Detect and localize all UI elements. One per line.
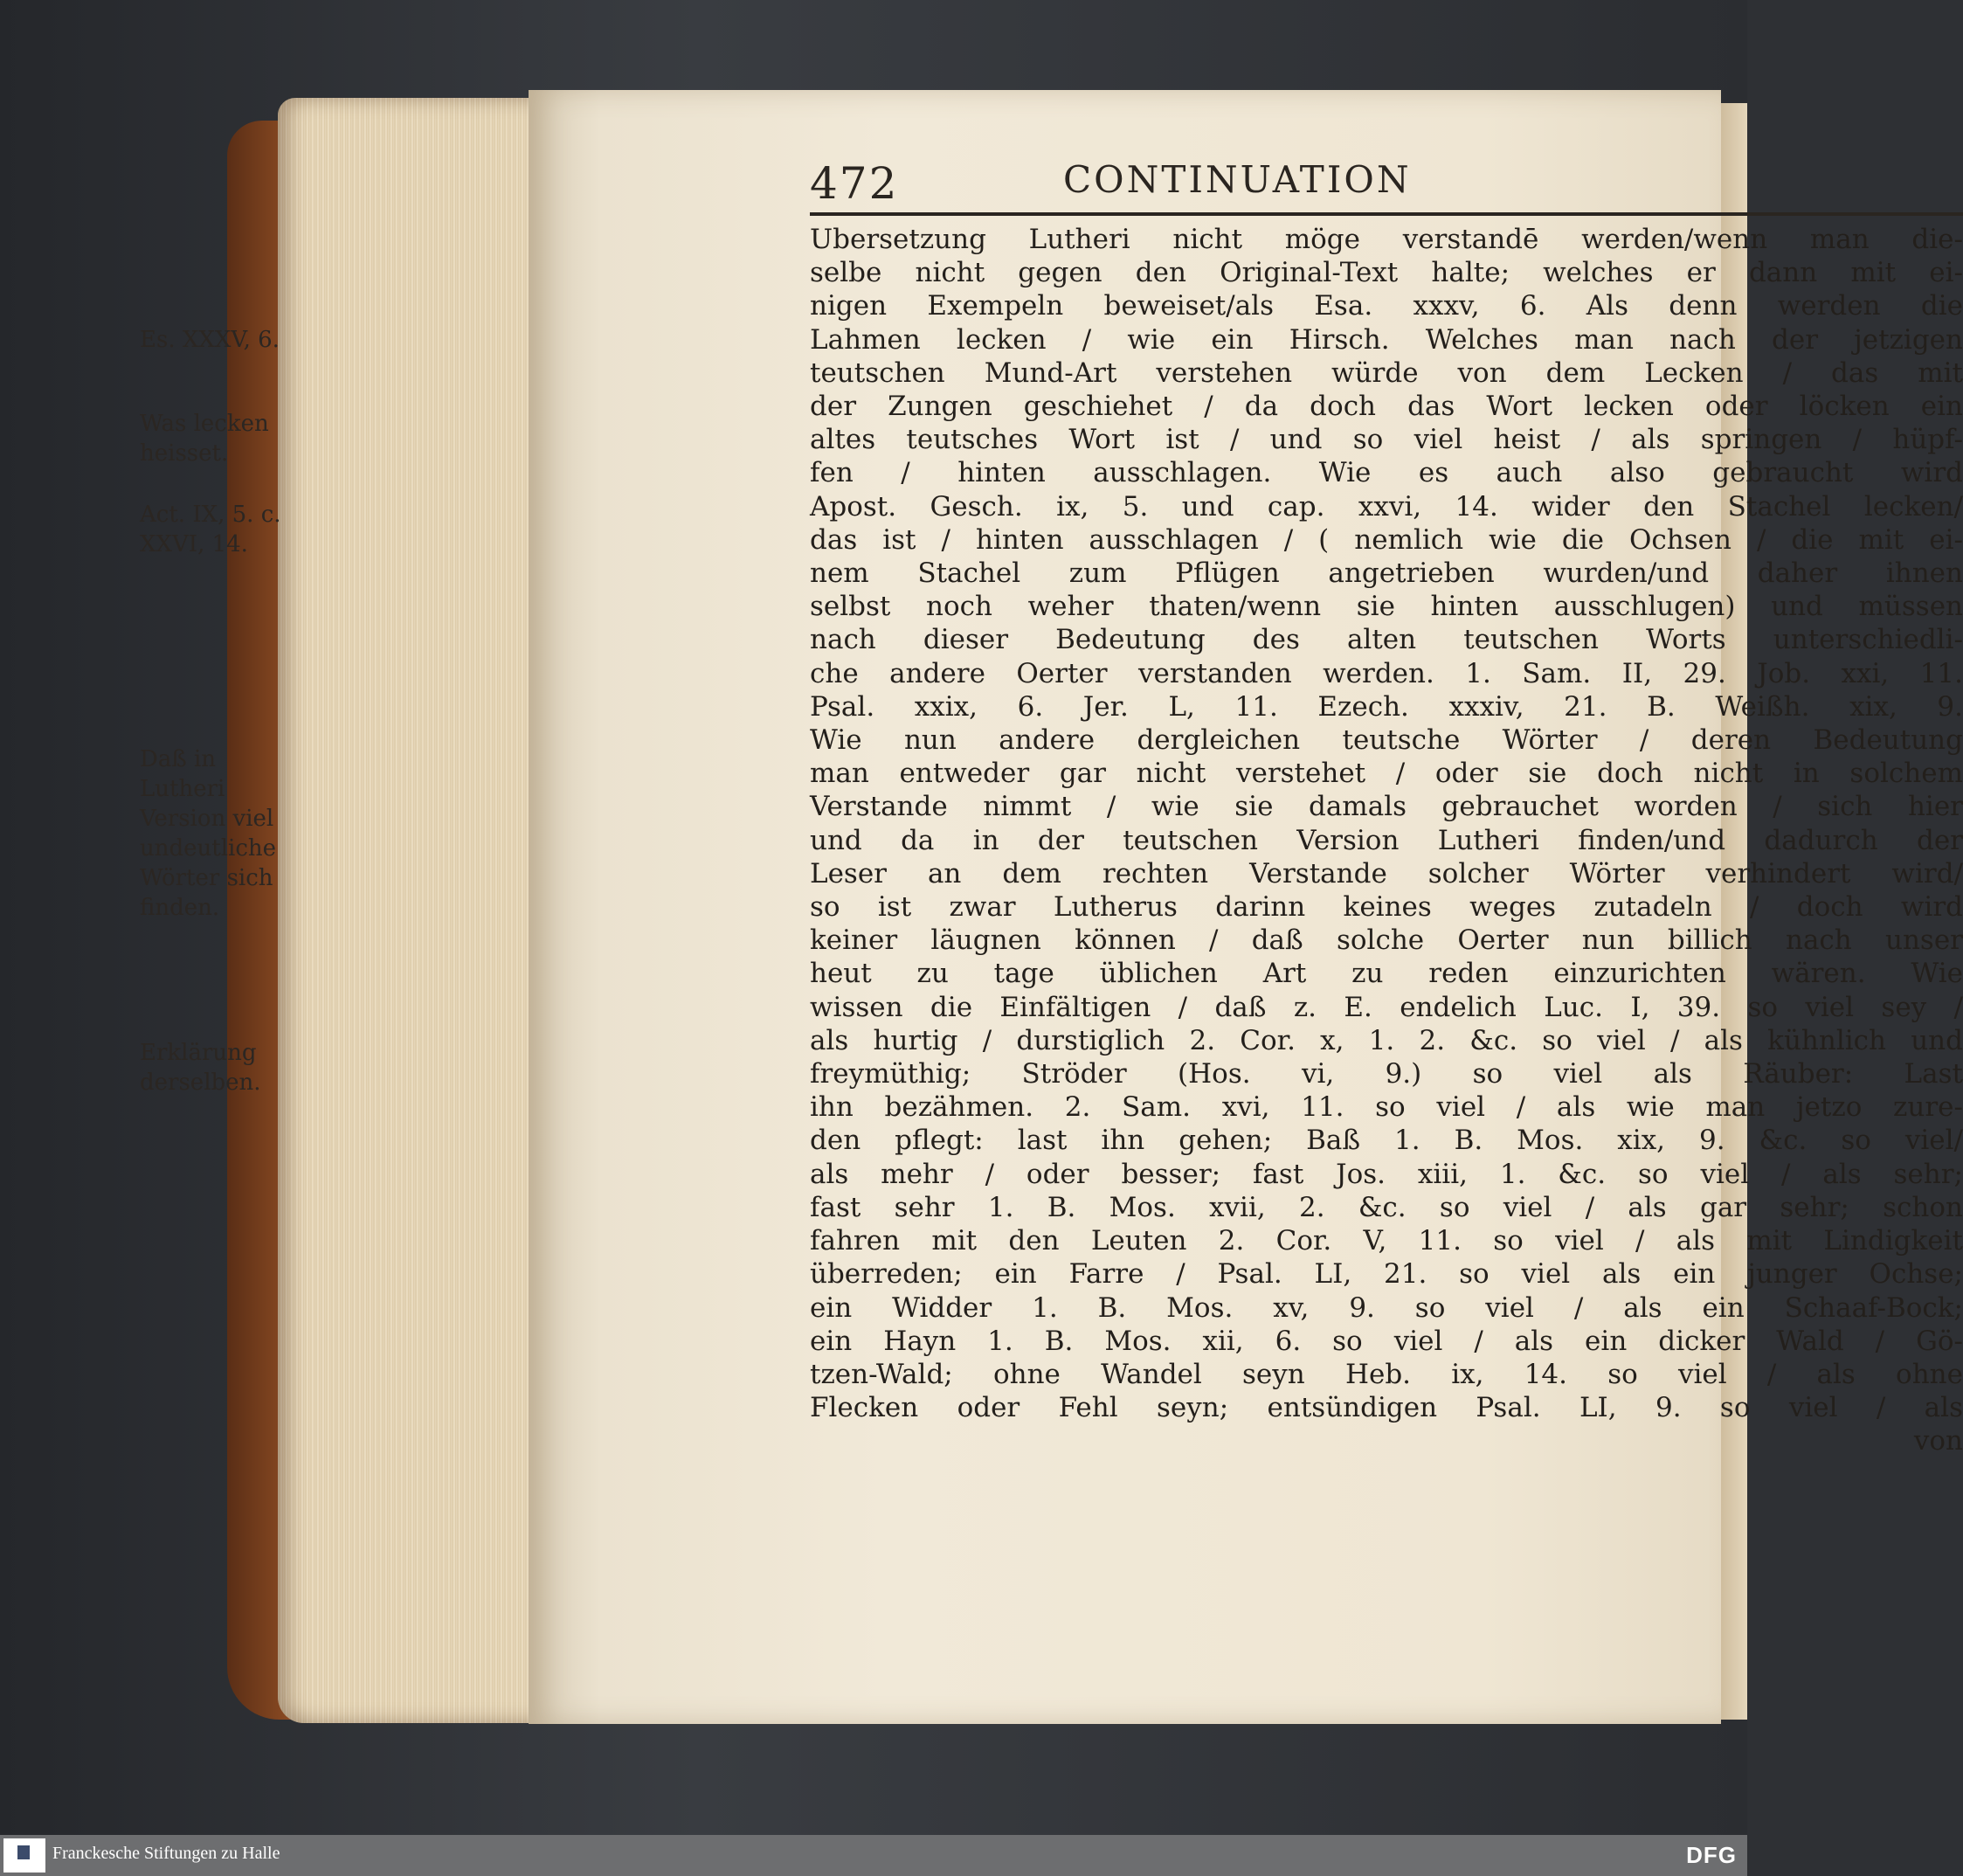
text-line: Leser an dem rechten Verstande solcher Wörter verhindert wird/: [810, 857, 1963, 890]
page-edges: [278, 98, 540, 1723]
text-line: selbst noch weher thaten/wenn sie hinten ausschlugen) und müssen: [810, 591, 1963, 623]
text-line: ein Widder 1. B. Mos. xv, 9. so viel / als ein Schaaf-Bock;: [810, 1291, 1963, 1324]
institution-logo-icon[interactable]: [3, 1838, 45, 1873]
text-line: Ubersetzung Lutheri nicht möge verstandē werden/wenn man die-: [810, 224, 1963, 255]
catchword: von: [1913, 1425, 1963, 1457]
text-line: ein Hayn 1. B. Mos. xii, 6. so viel / als ein dicker Wald / Gö-: [810, 1325, 1963, 1357]
margin-note-lecken: Was lecken heisset.: [140, 411, 269, 467]
text-line: che andere Oerter verstanden werden. 1. Sam. II, 29. Job. xxi, 11.: [810, 657, 1963, 689]
text-line: teutschen Mund-Art verstehen würde von dem Lecken / das mit: [810, 357, 1963, 389]
text-line: als hurtig / durstiglich 2. Cor. x, 1. 2. &c. so viel / als kühnlich und: [810, 1024, 1963, 1056]
margin-note-acts: Act. IX, 5. c. XXVI, 14.: [140, 502, 281, 557]
text-line: man entweder gar nicht verstehet / oder sie doch nicht in solchem: [810, 758, 1963, 790]
running-head: CONTINUATION: [1063, 158, 1412, 201]
institution-label[interactable]: Franckesche Stiftungen zu Halle: [52, 1844, 280, 1863]
text-line: heut zu tage üblichen Art zu reden einzurichten wären. Wie: [810, 958, 1963, 990]
margin-note-version: Daß in Lutheri Version viel undeutliche Wörter sich finden.: [140, 746, 277, 921]
dfg-logo[interactable]: DFG: [1686, 1842, 1737, 1868]
text-line: nach dieser Bedeutung des alten teutschen Worts unterschiedli-: [810, 624, 1963, 656]
text-line: den pflegt: last ihn gehen; Baß 1. B. Mos. xix, 9. &c. so viel/: [810, 1125, 1963, 1157]
text-line: der Zungen geschiehet / da doch das Wort lecken oder löcken ein: [810, 391, 1963, 423]
text-line: wissen die Einfältigen / daß z. E. endelich Luc. I, 39. so viel sey /: [810, 991, 1963, 1023]
text-line: Apost. Gesch. ix, 5. und cap. xxvi, 14. wider den Stachel lecken/: [810, 490, 1963, 523]
book-page: [529, 90, 1963, 1724]
text-line: überreden; ein Farre / Psal. LI, 21. so viel als ein junger Ochse;: [810, 1258, 1963, 1291]
text-line: fahren mit den Leuten 2. Cor. V, 11. so viel / als mit Lindigkeit: [810, 1225, 1963, 1257]
text-line: keiner läugnen können / daß solche Oerter nun billich nach unser: [810, 924, 1963, 957]
text-line: ihn bezähmen. 2. Sam. xvi, 11. so viel / als wie man jetzo zure-: [810, 1091, 1963, 1124]
text-line: Flecken oder Fehl seyn; entsündigen Psal. LI, 9. so viel / als: [810, 1392, 1963, 1424]
margin-note-erklaerung: Erklärung derselben.: [140, 1040, 261, 1096]
text-line: nem Stachel zum Pflügen angetrieben wurden/und daher ihnen: [810, 557, 1963, 590]
page-number: 472: [810, 158, 899, 209]
text-line: Verstande nimmt / wie sie damals gebrauchet worden / sich hier: [810, 791, 1963, 823]
text-line: das ist / hinten ausschlagen / ( nemlich wie die Ochsen / die mit ei-: [810, 523, 1963, 556]
text-line: fast sehr 1. B. Mos. xvii, 2. &c. so viel / als gar sehr; schon: [810, 1191, 1963, 1223]
header-rule: [810, 212, 1963, 219]
text-line: Lahmen lecken / wie ein Hirsch. Welches man nach der jetzigen: [810, 323, 1963, 356]
text-line: freymüthig; Ströder (Hos. vi, 9.) so viel als Räuber: Last: [810, 1058, 1963, 1090]
body-text: [810, 223, 1963, 1458]
text-line: fen / hinten ausschlagen. Wie es auch also gebraucht wird: [810, 457, 1963, 489]
margin-note-esa: Es. XXXV, 6.: [140, 327, 280, 353]
text-line: nigen Exempeln beweiset/als Esa. xxxv, 6. Als denn werden die: [810, 290, 1963, 322]
text-line: Wie nun andere dergleichen teutsche Wörter / deren Bedeutung: [810, 724, 1963, 757]
text-line: als mehr / oder besser; fast Jos. xiii, 1. &c. so viel / als sehr;: [810, 1158, 1963, 1190]
viewer-footer: [0, 1835, 1747, 1876]
text-line: tzen-Wald; ohne Wandel seyn Heb. ix, 14. so viel / als ohne: [810, 1358, 1963, 1390]
text-line: altes teutsches Wort ist / und so viel heist / als springen / hüpf-: [810, 424, 1963, 456]
text-line: Psal. xxix, 6. Jer. L, 11. Ezech. xxxiv, 21. B. Weißh. xix, 9.: [810, 690, 1963, 723]
text-line: und da in der teutschen Version Lutheri finden/und dadurch der: [810, 824, 1963, 856]
text-line: so ist zwar Lutherus darinn keines weges zutadeln / doch wird: [810, 891, 1963, 924]
text-line: selbe nicht gegen den Original-Text halte; welches er dann mit ei-: [810, 257, 1963, 289]
